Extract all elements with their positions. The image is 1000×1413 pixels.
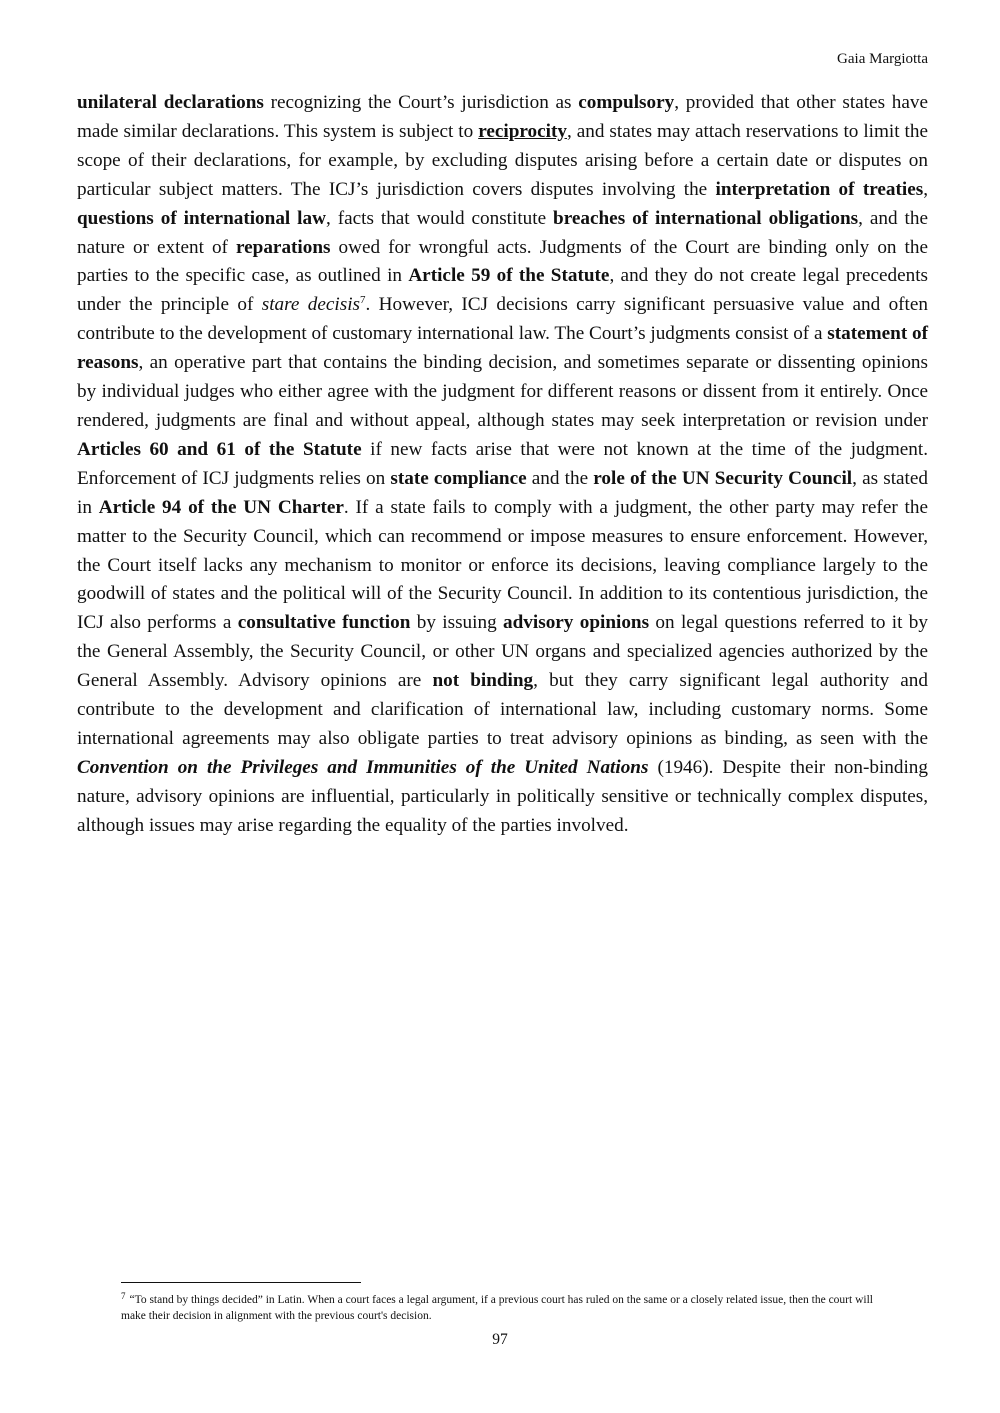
footnote-number: 7 bbox=[121, 1291, 126, 1301]
text-run: . If a state fails to comply with a judgment, the other party may refer the matter to the Security Council, which can recommend or impose measures to ensure enforcement. However, the Court itself lacks any mechanism to monitor or enforce its decisions, leaving compliance largely to the goodwill of states and the political will of the Security Council. In addition to its contentious jurisdiction, the ICJ also performs a bbox=[77, 496, 928, 634]
text-run: , facts that would constitute bbox=[325, 207, 554, 229]
bold-term: consultative function bbox=[237, 612, 411, 634]
text-run: and the bbox=[526, 467, 594, 489]
body-paragraph bbox=[77, 89, 928, 841]
bold-term: not binding bbox=[432, 670, 534, 692]
bold-term: reparations bbox=[235, 236, 331, 258]
footnote-text: “To stand by things decided” in Latin. When a court faces a legal argument, if a previous court has ruled on the same or a closely related issue, then the court will make their decision in alignment with the previous court's decision. bbox=[121, 1294, 873, 1322]
footnote-separator bbox=[121, 1282, 361, 1283]
text-run: (1946). Despite their non-binding nature, advisory opinions are influential, particularly in politically sensitive or technically complex disputes, although issues may arise regarding the equality of the parties involved. bbox=[77, 756, 928, 836]
text-run: , but they carry significant legal authority and contribute to the development and clarification of international law, including customary norms. Some international agreements may also obligate parties to treat advisory opinions as binding, as seen with the bbox=[77, 670, 928, 749]
text-run: , and states may attach reservations to limit the scope of their declarations, for example, by excluding disputes arising before a certain date or disputes on particular subject matters. The ICJ’s jurisdiction covers disputes involving the bbox=[77, 120, 928, 200]
bold-term: Article 94 of the UN Charter bbox=[98, 496, 344, 518]
text-run: , and the nature or extent of bbox=[77, 207, 928, 258]
bold-term: role of the UN Security Council bbox=[593, 467, 853, 489]
text-run: , provided that other states have made similar declarations. This system is subject to bbox=[77, 92, 928, 142]
bold-term: unilateral declarations bbox=[77, 92, 264, 113]
text-run: , as stated in bbox=[77, 467, 928, 518]
bold-underlined-term: reciprocity bbox=[478, 120, 567, 142]
bold-italic-title: Convention on the Privileges and Immunities of the United Nations bbox=[77, 756, 649, 778]
page-number: 97 bbox=[492, 1331, 508, 1348]
text-run: , bbox=[923, 178, 928, 200]
text-run: recognizing the Court’s jurisdiction as bbox=[263, 92, 579, 113]
footnote-reference[interactable]: 7 bbox=[360, 294, 366, 307]
text-run: . However, ICJ decisions carry significant persuasive value and often contribute to the development of customary international law. The Court’s judgments consist of a bbox=[77, 294, 929, 345]
text-run: owed for wrongful acts. Judgments of the Court are binding only on the parties to the specific case, as outlined in bbox=[77, 236, 928, 287]
text-run: if new facts arise that were not known at the time of the judgment. Enforcement of ICJ judgments relies on bbox=[77, 438, 928, 489]
bold-term: Articles 60 and 61 of the Statute bbox=[77, 438, 362, 460]
text-run: by issuing bbox=[410, 612, 504, 634]
bold-term: interpretation of treaties bbox=[715, 178, 924, 200]
bold-term: Article 59 of the Statute bbox=[408, 265, 610, 287]
bold-term: compulsory bbox=[578, 92, 675, 113]
bold-term: advisory opinions bbox=[503, 612, 650, 634]
italic-term: stare decisis bbox=[261, 294, 360, 316]
footnote bbox=[121, 1292, 881, 1324]
bold-term: breaches of international obligations bbox=[553, 207, 859, 229]
bold-term: statement of reasons bbox=[77, 323, 928, 374]
running-header-author: Gaia Margiotta bbox=[837, 51, 928, 67]
bold-term: state compliance bbox=[390, 467, 527, 489]
text-run: , an operative part that contains the binding decision, and sometimes separate or dissenting opinions by individual judges who either agree with the judgment for different reasons or dissent from it entirely. Once rendered, judgments are final and without appeal, although states may seek interpretation or revision under bbox=[77, 352, 928, 431]
text-run: , and they do not create legal precedents under the principle of bbox=[77, 265, 929, 316]
bold-term: questions of international law bbox=[77, 207, 326, 229]
text-run: on legal questions referred to it by the General Assembly, the Security Council, or other UN organs and specialized agencies authorized by the General Assembly. Advisory opinions are bbox=[77, 612, 928, 692]
